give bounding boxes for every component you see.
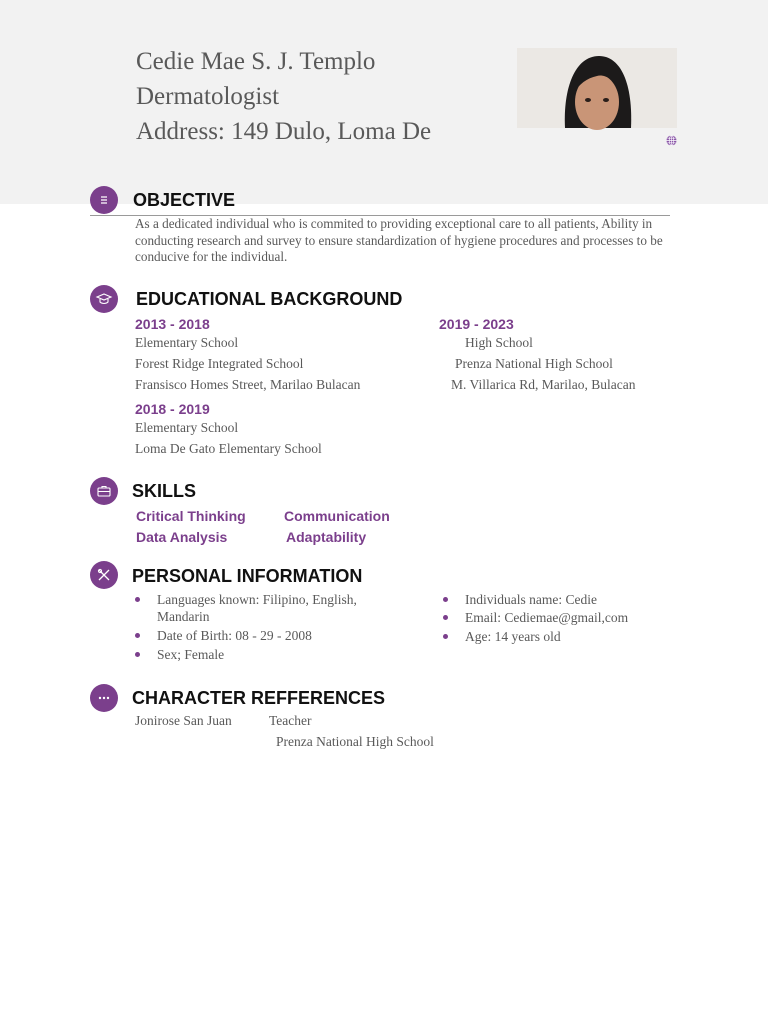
reference-school: Prenza National High School bbox=[276, 734, 434, 749]
tools-icon bbox=[90, 561, 118, 589]
education-level: High School bbox=[465, 335, 533, 350]
applicant-title: Dermatologist bbox=[136, 83, 280, 110]
education-address: Fransisco Homes Street, Marilao Bulacan bbox=[135, 377, 361, 392]
education-years: 2018 - 2019 bbox=[135, 401, 210, 417]
applicant-address: Address: 149 Dulo, Loma De bbox=[136, 118, 432, 145]
bullet-icon bbox=[135, 597, 140, 602]
header-text bbox=[136, 44, 436, 145]
skill-item: Communication bbox=[284, 508, 390, 524]
objective-text: As a dedicated individual who is commited to providing exceptional care to all patients, Ability in conducting research and survey to ensure standardization of hygiene procedures and processes to be conducive for the individual. bbox=[135, 216, 663, 264]
education-address: M. Villarica Rd, Marilao, Bulacan bbox=[451, 377, 636, 392]
education-school: Loma De Gato Elementary School bbox=[135, 441, 322, 456]
bullet-icon bbox=[135, 633, 140, 638]
personal-detail: Date of Birth: 08 - 29 - 2008 bbox=[157, 628, 312, 643]
education-years: 2013 - 2018 bbox=[135, 316, 210, 332]
skill-item: Critical Thinking bbox=[136, 508, 246, 524]
reference-role: Teacher bbox=[269, 713, 312, 728]
objective-heading: OBJECTIVE bbox=[133, 190, 236, 210]
personal-detail: Individuals name: Cedie bbox=[465, 592, 597, 607]
reference-name: Jonirose San Juan bbox=[135, 713, 232, 728]
personal-detail: Age: 14 years old bbox=[465, 629, 561, 644]
personal-detail: Sex; Female bbox=[157, 647, 225, 662]
education-school: Prenza National High School bbox=[455, 356, 613, 371]
education-level: Elementary School bbox=[135, 420, 239, 435]
bullet-icon bbox=[443, 597, 448, 602]
briefcase-icon bbox=[90, 477, 118, 505]
objective-list-icon bbox=[90, 186, 118, 214]
references-heading: CHARACTER REFFERENCES bbox=[132, 688, 386, 708]
more-icon bbox=[90, 684, 118, 712]
education-level: Elementary School bbox=[135, 335, 239, 350]
personal-detail: Mandarin bbox=[157, 609, 210, 624]
bullet-icon bbox=[443, 615, 448, 620]
education-school: Forest Ridge Integrated School bbox=[135, 356, 304, 371]
skills-heading: SKILLS bbox=[132, 481, 197, 501]
applicant-name: Cedie Mae S. J. Templo bbox=[136, 48, 376, 75]
skill-item: Data Analysis bbox=[136, 529, 228, 545]
education-years: 2019 - 2023 bbox=[439, 316, 514, 332]
personal-email: Email: Cediemae@gmail,com bbox=[465, 610, 629, 625]
profile-photo bbox=[517, 48, 677, 128]
education-heading: EDUCATIONAL BACKGROUND bbox=[136, 289, 403, 309]
personal-heading: PERSONAL INFORMATION bbox=[132, 566, 363, 586]
bullet-icon bbox=[135, 652, 140, 657]
graduation-cap-icon bbox=[90, 285, 118, 313]
bullet-icon bbox=[443, 634, 448, 639]
personal-detail: Languages known: Filipino, English, bbox=[157, 592, 357, 607]
globe-icon[interactable] bbox=[666, 133, 677, 144]
skill-item: Adaptability bbox=[286, 529, 367, 545]
